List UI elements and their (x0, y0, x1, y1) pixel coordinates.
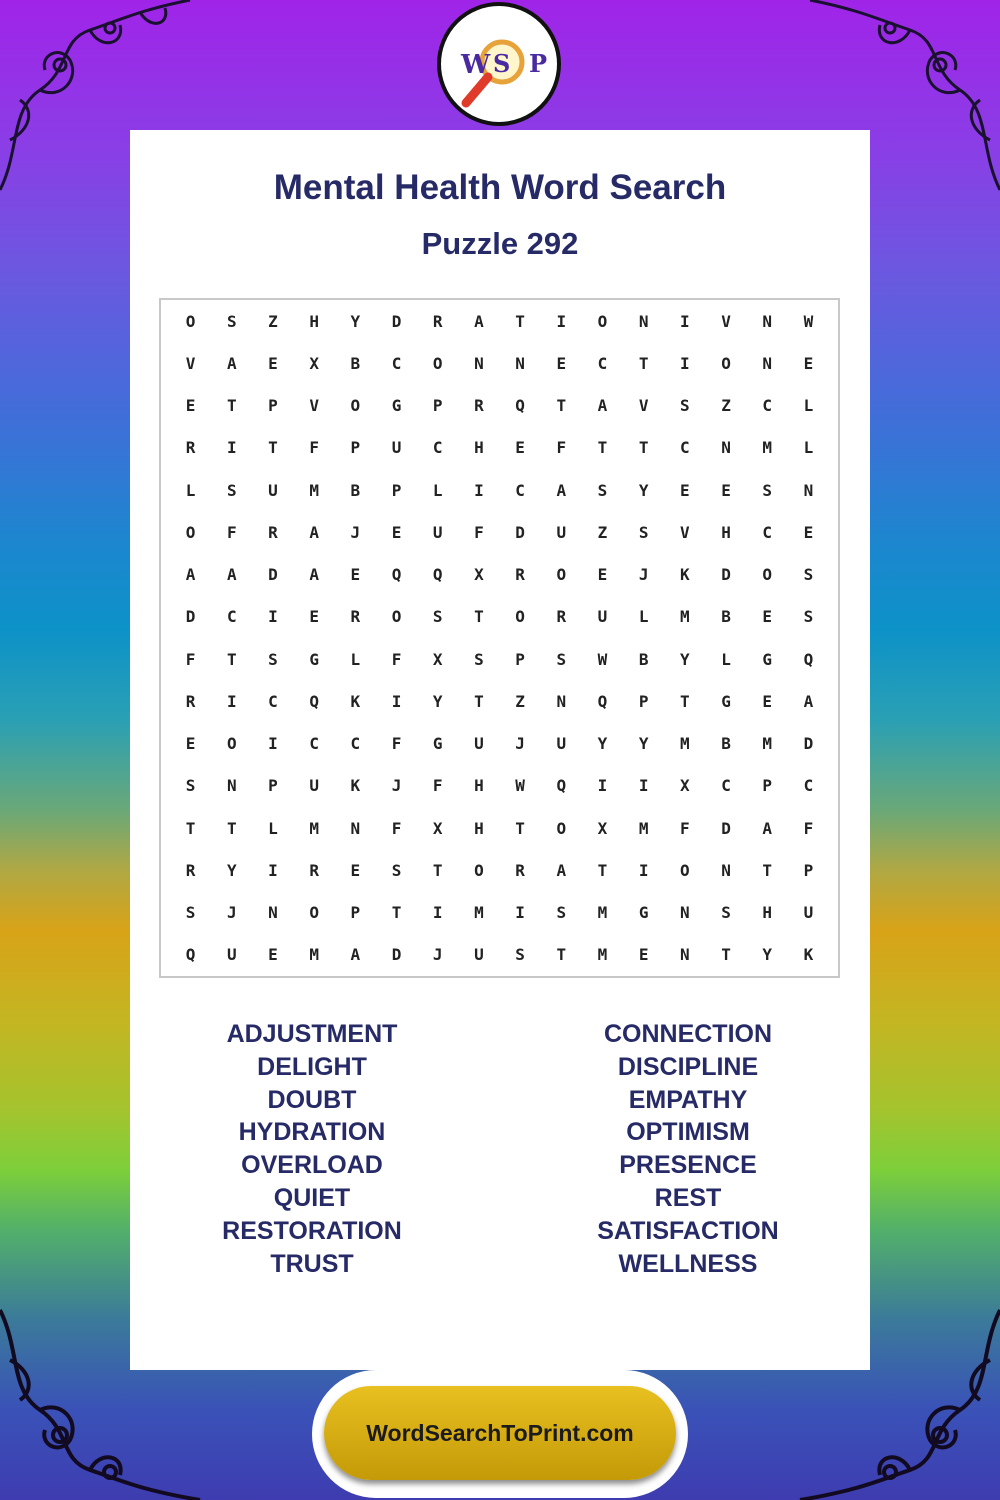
grid-letter: L (432, 480, 443, 500)
grid-letter: E (680, 480, 690, 500)
grid-letter: A (803, 691, 814, 711)
grid-letter: A (309, 522, 319, 542)
word-list-item: OVERLOAD (241, 1151, 383, 1180)
word-list-item: DISCIPLINE (617, 1052, 759, 1081)
grid-letter: F (309, 438, 319, 458)
grid-letter: M (638, 818, 649, 838)
grid-letter: E (762, 691, 773, 711)
page-title: Mental Health Word Search (273, 168, 727, 207)
grid-letter: N (762, 311, 773, 331)
grid-letter: M (474, 903, 484, 923)
grid-letter: V (309, 396, 319, 416)
grid-letter: C (721, 776, 731, 796)
grid-letter: A (762, 818, 773, 838)
grid-letter: S (474, 649, 484, 669)
grid-letter: E (762, 607, 773, 627)
grid-letter: S (185, 776, 196, 796)
grid-letter: C (391, 353, 402, 373)
grid-letter: U (474, 945, 484, 965)
grid-letter: C (515, 480, 525, 500)
grid-letter: Q (803, 649, 814, 669)
grid-letter: I (638, 860, 649, 880)
grid-letter: H (474, 438, 484, 458)
grid-letter: L (721, 649, 731, 669)
grid-letter: O (185, 522, 196, 542)
grid-letter: S (556, 649, 567, 669)
word-list-item: RESTORATION (222, 1216, 402, 1245)
grid-letter: E (597, 565, 608, 585)
grid-letter: D (185, 607, 196, 627)
grid-letter: O (474, 860, 484, 880)
grid-letter: E (391, 522, 402, 542)
word-list-item: TRUST (270, 1249, 354, 1278)
grid-letter: P (268, 776, 278, 796)
grid-letter: C (268, 691, 278, 711)
word-list-item: WELLNESS (618, 1249, 758, 1278)
grid-letter: O (309, 903, 319, 923)
word-list-item: HYDRATION (238, 1118, 386, 1147)
grid-letter: U (391, 438, 402, 458)
grid-letter: S (721, 903, 731, 923)
grid-letter: P (391, 480, 402, 500)
grid-letter: S (432, 607, 443, 627)
grid-letter: H (762, 903, 773, 923)
grid-letter: U (556, 522, 567, 542)
grid-letter: T (597, 860, 608, 880)
grid-letter: C (350, 734, 361, 754)
grid-letter: J (515, 734, 525, 754)
grid-letter: O (350, 396, 361, 416)
grid-letter: K (350, 776, 361, 796)
grid-letter: P (803, 860, 814, 880)
grid-letter: C (597, 353, 608, 373)
grid-letter: F (803, 818, 814, 838)
grid-letter: I (474, 480, 484, 500)
grid-letter: V (680, 522, 690, 542)
grid-letter: J (391, 776, 402, 796)
grid-letter: C (762, 522, 773, 542)
grid-letter: Y (638, 734, 649, 754)
grid-letter: O (391, 607, 402, 627)
puzzle-number: Puzzle 292 (421, 226, 579, 261)
grid-letter: E (350, 565, 361, 585)
grid-letter: D (391, 945, 402, 965)
grid-letter: F (391, 649, 402, 669)
grid-letter: N (680, 903, 690, 923)
grid-letter: A (226, 565, 237, 585)
grid-letter: S (515, 945, 525, 965)
grid-letter: R (185, 691, 196, 711)
grid-letter: L (638, 607, 649, 627)
grid-letter: C (680, 438, 690, 458)
grid-letter: Y (226, 860, 237, 880)
grid-letter: Z (597, 522, 608, 542)
grid-letter: S (803, 607, 814, 627)
grid-letter: H (721, 522, 731, 542)
grid-letter: Q (391, 565, 402, 585)
grid-letter: E (803, 353, 814, 373)
grid-letter: S (556, 903, 567, 923)
grid-letter: N (762, 353, 773, 373)
grid-letter: T (226, 396, 237, 416)
grid-letter: D (268, 565, 278, 585)
grid-letter: E (721, 480, 731, 500)
grid-letter: L (268, 818, 278, 838)
grid-letter: R (515, 860, 525, 880)
grid-letter: M (597, 903, 608, 923)
grid-letter: T (721, 945, 731, 965)
grid-letter: P (762, 776, 773, 796)
grid-letter: I (556, 311, 567, 331)
grid-letter: S (226, 480, 237, 500)
grid-letter: L (185, 480, 196, 500)
grid-letter: A (309, 565, 319, 585)
grid-letter: Y (638, 480, 649, 500)
grid-letter: T (515, 311, 525, 331)
grid-letter: F (391, 818, 402, 838)
word-list-item: OPTIMISM (626, 1118, 750, 1147)
grid-letter: J (226, 903, 237, 923)
grid-letter: C (432, 438, 443, 458)
grid-letter: O (597, 311, 608, 331)
grid-letter: E (556, 353, 567, 373)
wsp-logo[interactable] (437, 2, 561, 126)
grid-letter: X (432, 649, 443, 669)
word-list-item: PRESENCE (619, 1151, 757, 1180)
grid-letter: T (474, 691, 484, 711)
grid-letter: S (597, 480, 608, 500)
grid-letter: K (803, 945, 814, 965)
grid-letter: M (762, 438, 773, 458)
grid-letter: N (350, 818, 361, 838)
grid-letter: B (638, 649, 649, 669)
word-list-item: DOUBT (267, 1085, 357, 1114)
grid-letter: M (762, 734, 773, 754)
grid-letter: T (556, 396, 567, 416)
grid-letter: V (638, 396, 649, 416)
grid-letter: S (185, 903, 196, 923)
grid-letter: I (268, 607, 278, 627)
grid-letter: U (597, 607, 608, 627)
grid-letter: T (515, 818, 525, 838)
grid-letter: P (638, 691, 649, 711)
grid-letter: R (432, 311, 443, 331)
grid-letter: O (556, 565, 567, 585)
letter-grid (159, 298, 840, 978)
grid-letter: L (803, 438, 814, 458)
grid-letter: H (474, 818, 484, 838)
grid-letter: C (309, 734, 319, 754)
grid-letter: Y (762, 945, 773, 965)
grid-letter: Z (721, 396, 731, 416)
grid-letter: T (185, 818, 196, 838)
grid-letter: S (638, 522, 649, 542)
grid-letter: Y (350, 311, 361, 331)
puzzle-card (130, 130, 870, 1370)
grid-letter: D (721, 818, 731, 838)
grid-letter: A (350, 945, 361, 965)
grid-letter: S (803, 565, 814, 585)
grid-letter: A (474, 311, 484, 331)
grid-letter: G (309, 649, 319, 669)
grid-letter: F (474, 522, 484, 542)
grid-letter: M (680, 607, 690, 627)
grid-letter: Z (515, 691, 525, 711)
grid-letter: I (268, 734, 278, 754)
website-link-button[interactable]: WordSearchToPrint.com (324, 1386, 676, 1480)
grid-letter: U (226, 945, 237, 965)
grid-letter: O (432, 353, 443, 373)
grid-letter: G (721, 691, 731, 711)
grid-letter: N (268, 903, 278, 923)
grid-letter: P (515, 649, 525, 669)
grid-letter: J (350, 522, 361, 542)
grid-letter: T (638, 353, 649, 373)
grid-letter: E (638, 945, 649, 965)
grid-letter: T (597, 438, 608, 458)
grid-letter: U (309, 776, 319, 796)
grid-letter: V (185, 353, 196, 373)
logo-letter-p: P (529, 49, 548, 78)
grid-letter: U (432, 522, 443, 542)
grid-letter: C (762, 396, 773, 416)
grid-letter: E (350, 860, 361, 880)
grid-letter: V (721, 311, 731, 331)
grid-letter: J (638, 565, 649, 585)
word-list-item: CONNECTION (603, 1020, 773, 1048)
grid-letter: M (309, 480, 319, 500)
grid-letter: T (474, 607, 484, 627)
grid-letter: N (474, 353, 484, 373)
grid-letter: Q (556, 776, 567, 796)
grid-letter: I (268, 860, 278, 880)
grid-letter: Q (515, 396, 525, 416)
grid-letter: R (309, 860, 319, 880)
grid-letter: M (597, 945, 608, 965)
grid-letter: U (556, 734, 567, 754)
grid-letter: T (268, 438, 278, 458)
grid-letter: P (432, 396, 443, 416)
grid-letter: I (638, 776, 649, 796)
grid-letter: Y (597, 734, 608, 754)
grid-letter: Q (597, 691, 608, 711)
grid-letter: R (515, 565, 525, 585)
grid-letter: B (721, 734, 731, 754)
grid-letter: E (185, 734, 196, 754)
grid-letter: H (309, 311, 319, 331)
grid-letter: S (268, 649, 278, 669)
grid-letter: X (474, 565, 484, 585)
grid-letter: O (515, 607, 525, 627)
grid-letter: B (350, 480, 361, 500)
grid-letter: T (391, 903, 402, 923)
grid-letter: T (556, 945, 567, 965)
grid-letter: U (803, 903, 814, 923)
grid-letter: C (803, 776, 814, 796)
word-list-item: EMPATHY (628, 1085, 748, 1114)
grid-letter: L (350, 649, 361, 669)
grid-letter: B (350, 353, 361, 373)
grid-letter: D (803, 734, 814, 754)
grid-letter: R (185, 438, 196, 458)
grid-letter: R (350, 607, 361, 627)
grid-letter: N (638, 311, 649, 331)
grid-letter: O (185, 311, 196, 331)
grid-letter: X (309, 353, 319, 373)
grid-letter: Q (432, 565, 443, 585)
grid-letter: T (432, 860, 443, 880)
grid-letter: G (432, 734, 443, 754)
grid-letter: O (556, 818, 567, 838)
grid-letter: E (185, 396, 196, 416)
grid-letter: I (680, 353, 690, 373)
grid-letter: N (515, 353, 525, 373)
grid-letter: K (680, 565, 690, 585)
grid-letter: F (556, 438, 567, 458)
grid-letter: Q (309, 691, 319, 711)
grid-letter: Q (185, 945, 196, 965)
grid-letter: Z (268, 311, 278, 331)
grid-letter: X (597, 818, 608, 838)
grid-letter: I (226, 438, 237, 458)
grid-letter: P (268, 396, 278, 416)
word-list-right (538, 1018, 838, 1280)
grid-letter: A (597, 396, 608, 416)
grid-letter: D (391, 311, 402, 331)
grid-letter: O (762, 565, 773, 585)
grid-letter: N (803, 480, 814, 500)
grid-letter: N (226, 776, 237, 796)
grid-letter: O (680, 860, 690, 880)
grid-letter: E (268, 353, 278, 373)
grid-letter: A (226, 353, 237, 373)
grid-letter: Y (680, 649, 690, 669)
grid-letter: M (309, 818, 319, 838)
grid-letter: F (680, 818, 690, 838)
grid-letter: E (803, 522, 814, 542)
grid-letter: P (350, 438, 361, 458)
grid-letter: F (226, 522, 237, 542)
word-list-item: SATISFACTION (597, 1216, 779, 1245)
grid-letter: A (556, 480, 567, 500)
grid-letter: E (268, 945, 278, 965)
grid-letter: G (762, 649, 773, 669)
grid-letter: I (391, 691, 402, 711)
grid-letter: T (762, 860, 773, 880)
grid-letter: G (638, 903, 649, 923)
grid-letter: I (597, 776, 608, 796)
word-list-left (162, 1018, 462, 1280)
grid-letter: Y (432, 691, 443, 711)
grid-letter: I (226, 691, 237, 711)
grid-letter: U (268, 480, 278, 500)
grid-letter: R (474, 396, 484, 416)
grid-letter: X (432, 818, 443, 838)
grid-letter: I (515, 903, 525, 923)
grid-letter: C (226, 607, 237, 627)
grid-letter: H (474, 776, 484, 796)
grid-letter: F (391, 734, 402, 754)
grid-letter: J (432, 945, 443, 965)
grid-letter: B (721, 607, 731, 627)
grid-letter: W (597, 649, 608, 669)
grid-letter: U (474, 734, 484, 754)
grid-letter: S (226, 311, 237, 331)
grid-letter: K (350, 691, 361, 711)
grid-letter: T (226, 649, 237, 669)
grid-letter: N (721, 860, 731, 880)
grid-letter: N (680, 945, 690, 965)
grid-letter: F (432, 776, 443, 796)
grid-letter: L (803, 396, 814, 416)
grid-letter: I (680, 311, 690, 331)
grid-letter: W (515, 776, 525, 796)
grid-letter: A (185, 565, 196, 585)
grid-letter: T (226, 818, 237, 838)
grid-letter: S (762, 480, 773, 500)
grid-letter: P (350, 903, 361, 923)
grid-letter: I (432, 903, 443, 923)
logo-letter-w: W (461, 50, 491, 80)
word-list-item: QUIET (273, 1183, 351, 1212)
grid-letter: T (638, 438, 649, 458)
grid-letter: W (803, 311, 814, 331)
grid-letter: N (556, 691, 567, 711)
grid-letter: E (309, 607, 319, 627)
grid-letter: M (680, 734, 690, 754)
grid-letter: T (680, 691, 690, 711)
grid-letter: F (185, 649, 196, 669)
grid-letter: S (680, 396, 690, 416)
grid-letter: O (226, 734, 237, 754)
grid-letter: R (185, 860, 196, 880)
grid-letter: S (391, 860, 402, 880)
grid-letter: E (515, 438, 525, 458)
grid-letter: N (721, 438, 731, 458)
grid-letter: A (556, 860, 567, 880)
grid-letter: D (515, 522, 525, 542)
word-list-item: REST (654, 1183, 722, 1212)
grid-letter: X (680, 776, 690, 796)
grid-letter: R (556, 607, 567, 627)
grid-letter: G (391, 396, 402, 416)
logo-letter-s: S (493, 49, 511, 78)
grid-letter: D (721, 565, 731, 585)
grid-letter: R (268, 522, 278, 542)
word-list-item: DELIGHT (257, 1052, 367, 1081)
grid-letter: M (309, 945, 319, 965)
word-list-item: ADJUSTMENT (226, 1020, 398, 1048)
grid-letter: O (721, 353, 731, 373)
